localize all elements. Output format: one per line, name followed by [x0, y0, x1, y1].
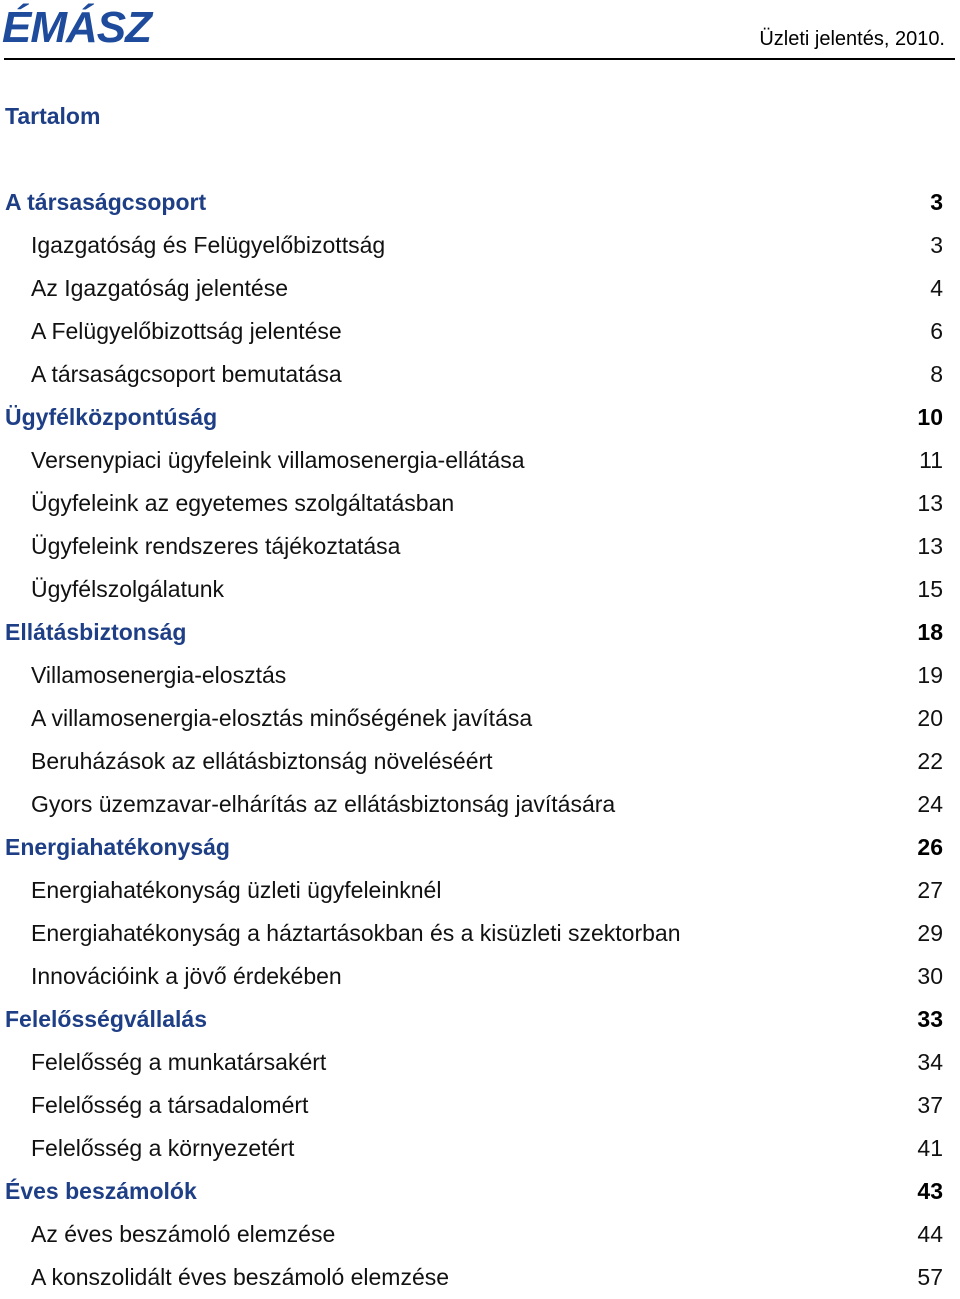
toc-subsection-entry[interactable]: [0, 697, 960, 740]
toc-subsection-entry[interactable]: [0, 654, 960, 697]
toc-subsection-entry[interactable]: [0, 1256, 960, 1299]
toc-entry-label: Felelősség a környezetért: [31, 1135, 295, 1161]
toc-section-entry[interactable]: [0, 826, 960, 869]
toc-subsection-entry[interactable]: [0, 439, 960, 482]
toc-entry-page-number: 22: [917, 748, 943, 774]
toc-section-entry[interactable]: [0, 1170, 960, 1213]
toc-subsection-entry[interactable]: [0, 955, 960, 998]
emasz-logo: ÉMÁSZ: [2, 3, 151, 52]
toc-entry-label: Éves beszámolók: [5, 1178, 197, 1204]
toc-entry-label: Az éves beszámoló elemzése: [31, 1221, 336, 1247]
toc-section-entry[interactable]: [0, 396, 960, 439]
toc-entry-label: Innovációink a jövő érdekében: [31, 963, 342, 989]
toc-entry-page-number: 19: [917, 662, 943, 688]
toc-entry-page-number: 4: [930, 275, 943, 301]
report-label: Üzleti jelentés, 2010.: [759, 28, 945, 50]
toc-subsection-entry[interactable]: [0, 1127, 960, 1170]
table-of-contents: [0, 181, 960, 1299]
toc-section-entry[interactable]: [0, 611, 960, 654]
toc-section-entry[interactable]: [0, 998, 960, 1041]
toc-entry-page-number: 3: [930, 189, 943, 215]
toc-subsection-entry[interactable]: [0, 224, 960, 267]
toc-entry-page-number: 34: [917, 1049, 943, 1075]
toc-entry-label: Energiahatékonyság a háztartásokban és a kisüzleti szektorban: [31, 920, 681, 946]
toc-entry-page-number: 30: [917, 963, 943, 989]
toc-entry-page-number: 8: [930, 361, 943, 387]
toc-subsection-entry[interactable]: [0, 783, 960, 826]
toc-entry-page-number: 26: [917, 834, 943, 860]
toc-entry-label: Igazgatóság és Felügyelőbizottság: [31, 232, 386, 258]
toc-entry-label: Ügyfélközpontúság: [5, 404, 218, 430]
toc-entry-label: Ügyfélszolgálatunk: [31, 576, 225, 602]
toc-entry-page-number: 6: [930, 318, 943, 344]
toc-entry-page-number: 20: [917, 705, 943, 731]
toc-entry-page-number: 15: [917, 576, 943, 602]
toc-entry-page-number: 37: [917, 1092, 943, 1118]
toc-entry-page-number: 13: [917, 490, 943, 516]
toc-entry-label: Versenypiaci ügyfeleink villamosenergia-ellátása: [31, 447, 525, 473]
toc-entry-page-number: 18: [917, 619, 943, 645]
toc-entry-label: A villamosenergia-elosztás minőségének javítása: [31, 705, 533, 731]
toc-entry-label: Gyors üzemzavar-elhárítás az ellátásbiztonság javítására: [31, 791, 616, 817]
toc-entry-label: A társaságcsoport: [5, 189, 207, 215]
toc-subsection-entry[interactable]: [0, 740, 960, 783]
toc-entry-page-number: 57: [917, 1264, 943, 1290]
toc-entry-page-number: 11: [919, 447, 943, 473]
toc-entry-page-number: 33: [917, 1006, 943, 1032]
toc-title: Tartalom: [5, 103, 101, 129]
toc-entry-label: Energiahatékonyság üzleti ügyfeleinknél: [31, 877, 442, 903]
toc-subsection-entry[interactable]: [0, 869, 960, 912]
toc-entry-page-number: 41: [917, 1135, 943, 1161]
toc-subsection-entry[interactable]: [0, 1213, 960, 1256]
toc-entry-label: Ellátásbiztonság: [5, 619, 187, 645]
toc-entry-label: Beruházások az ellátásbiztonság növeléséért: [31, 748, 493, 774]
toc-entry-page-number: 3: [930, 232, 943, 258]
toc-entry-page-number: 27: [917, 877, 943, 903]
toc-entry-label: Ügyfeleink rendszeres tájékoztatása: [31, 533, 401, 559]
toc-subsection-entry[interactable]: [0, 310, 960, 353]
toc-entry-label: A Felügyelőbizottság jelentése: [31, 318, 342, 344]
toc-entry-page-number: 13: [917, 533, 943, 559]
toc-entry-page-number: 24: [917, 791, 943, 817]
toc-subsection-entry[interactable]: [0, 267, 960, 310]
toc-entry-label: Felelősségvállalás: [5, 1006, 208, 1032]
toc-subsection-entry[interactable]: [0, 353, 960, 396]
page-header: [0, 0, 960, 60]
toc-entry-label: A társaságcsoport bemutatása: [31, 361, 342, 387]
toc-subsection-entry[interactable]: [0, 525, 960, 568]
toc-subsection-entry[interactable]: [0, 912, 960, 955]
toc-entry-label: Villamosenergia-elosztás: [31, 662, 287, 688]
header-divider: [4, 58, 955, 60]
toc-entry-label: Az Igazgatóság jelentése: [31, 275, 289, 301]
toc-entry-label: Felelősség a társadalomért: [31, 1092, 309, 1118]
toc-subsection-entry[interactable]: [0, 1041, 960, 1084]
toc-entry-label: A konszolidált éves beszámoló elemzése: [31, 1264, 450, 1290]
toc-entry-page-number: 44: [917, 1221, 943, 1247]
toc-entry-label: Felelősség a munkatársakért: [31, 1049, 327, 1075]
toc-entry-page-number: 43: [917, 1178, 943, 1204]
toc-entry-label: Ügyfeleink az egyetemes szolgáltatásban: [31, 490, 455, 516]
toc-subsection-entry[interactable]: [0, 1084, 960, 1127]
toc-subsection-entry[interactable]: [0, 568, 960, 611]
toc-section-entry[interactable]: [0, 181, 960, 224]
toc-entry-label: Energiahatékonyság: [5, 834, 230, 860]
toc-subsection-entry[interactable]: [0, 482, 960, 525]
toc-entry-page-number: 29: [917, 920, 943, 946]
toc-entry-page-number: 10: [917, 404, 943, 430]
